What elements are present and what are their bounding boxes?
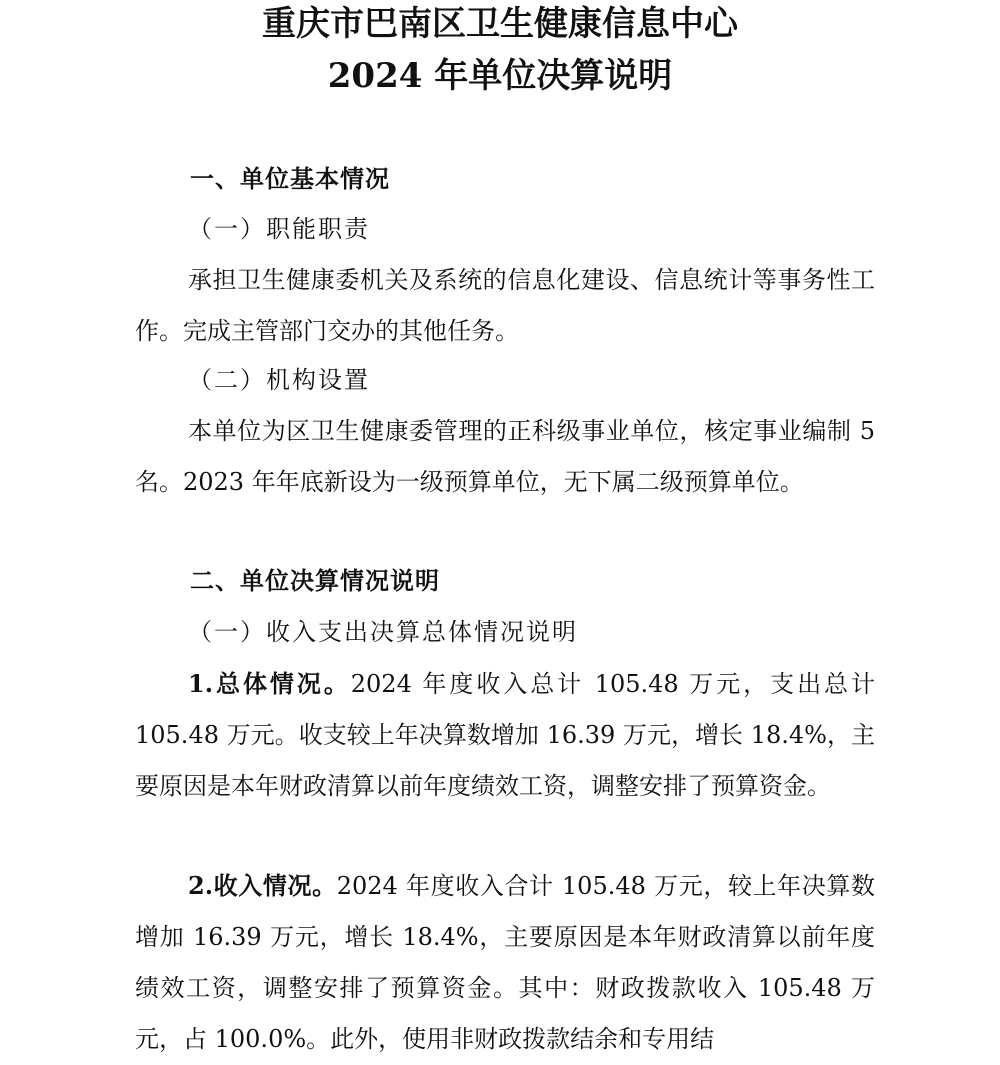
document-title-line-2: 2024 年单位决算说明	[327, 56, 673, 96]
paragraph-functions: 承担卫生健康委机关及系统的信息化建设、信息统计等事务性工作。完成主管部门交办的其他任务。	[135, 266, 875, 345]
section-heading-final-accounts: 二、单位决算情况说明	[190, 566, 440, 595]
paragraph-organization: 本单位为区卫生健康委管理的正科级事业单位，核定事业编制 5 名。2023 年年底新设为一级预算单位，无下属二级预算单位。	[135, 417, 875, 496]
paragraph-overall	[135, 658, 875, 812]
subsection-heading-income-expenditure: （一）收入支出决算总体情况说明	[188, 618, 578, 646]
subsection-heading-organization: （二）机构设置	[188, 366, 370, 394]
document-title-line-1: 重庆市巴南区卫生健康信息中心	[262, 4, 738, 44]
paragraph-income-lead: 2.收入情况。	[188, 871, 337, 900]
paragraph-overall-lead: 1.总体情况。	[188, 669, 351, 698]
paragraph-overall-text: 2024 年度收入总计 105.48 万元，支出总计 105.48 万元。收支较上年决算数增加 16.39 万元，增长 18.4%，主要原因是本年财政清算以前年度绩效工资，调整安排了预算资金。	[135, 670, 875, 800]
subsection-heading-functions: （一）职能职责	[188, 215, 370, 243]
paragraph-income	[135, 860, 875, 1065]
section-heading-basic-info: 一、单位基本情况	[190, 164, 390, 193]
paragraph-income-text: 2024 年度收入合计 105.48 万元，较上年决算数增加 16.39 万元，增长 18.4%，主要原因是本年财政清算以前年度绩效工资，调整安排了预算资金。其中：财政拨款收入 105.48 万元，占 100.0%。此外，使用非财政拨款结余和专用结	[135, 872, 875, 1053]
